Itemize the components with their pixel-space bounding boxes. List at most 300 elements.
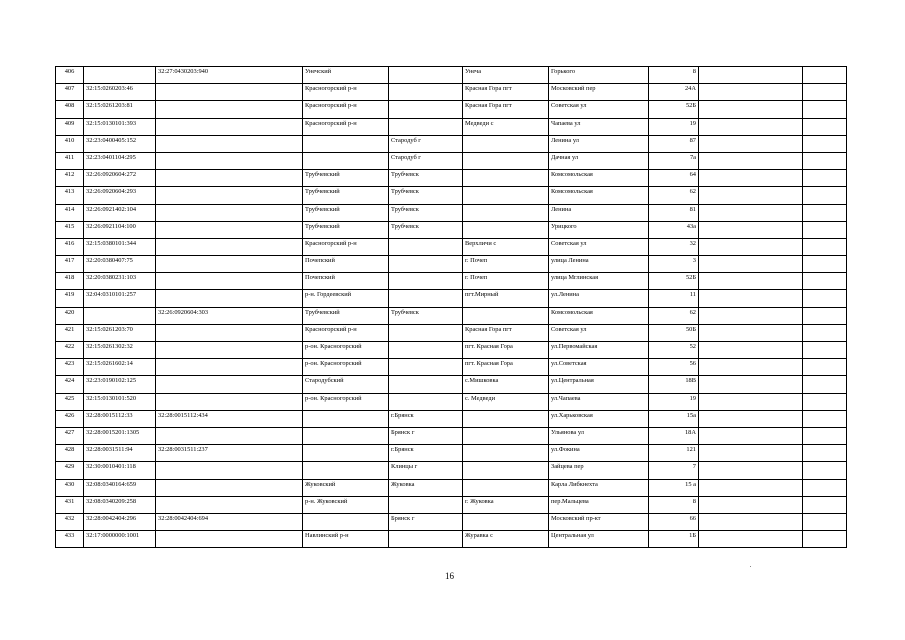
row-number-cell: 430 (56, 479, 84, 496)
city-cell: Трубчевск (389, 221, 463, 238)
extra-cell-10 (803, 462, 847, 479)
street-cell: Комсомольская (549, 170, 649, 187)
district-cell: Красногорский р-н (303, 84, 389, 101)
table-row (56, 152, 847, 169)
extra-cell-10 (803, 221, 847, 238)
table-row (56, 118, 847, 135)
street-cell: Московский пр-кт (549, 513, 649, 530)
city-cell (389, 101, 463, 118)
city-cell: Брянск г (389, 513, 463, 530)
extra-cell-9 (699, 152, 803, 169)
row-number-cell: 425 (56, 393, 84, 410)
locality-cell: пгт. Красная Гора (463, 359, 549, 376)
row-number-cell: 415 (56, 221, 84, 238)
building-cadastral-number-cell (156, 496, 303, 513)
street-cell: ул.Фокина (549, 445, 649, 462)
district-cell (303, 135, 389, 152)
extra-cell-9 (699, 531, 803, 548)
district-cell: р-н. Гордеевский (303, 290, 389, 307)
street-cell: пер.Мальцева (549, 496, 649, 513)
extra-cell-9 (699, 376, 803, 393)
extra-cell-10 (803, 359, 847, 376)
table-row (56, 238, 847, 255)
district-cell: Почепский (303, 256, 389, 273)
house-number-cell: 18В (649, 376, 699, 393)
city-cell: Клинцы г (389, 462, 463, 479)
extra-cell-9 (699, 187, 803, 204)
row-number-cell: 431 (56, 496, 84, 513)
district-cell: Красногорский р-н (303, 118, 389, 135)
building-cadastral-number-cell: 32:28:0031511:237 (156, 445, 303, 462)
locality-cell (463, 204, 549, 221)
city-cell: Жуковка (389, 479, 463, 496)
city-cell (389, 256, 463, 273)
street-cell: Зайцева пер (549, 462, 649, 479)
city-cell (389, 290, 463, 307)
extra-cell-9 (699, 204, 803, 221)
building-cadastral-number-cell (156, 238, 303, 255)
extra-cell-9 (699, 427, 803, 444)
city-cell (389, 531, 463, 548)
house-number-cell: 56 (649, 359, 699, 376)
locality-cell (463, 462, 549, 479)
district-cell (303, 513, 389, 530)
district-cell: Трубчевский (303, 187, 389, 204)
house-number-cell: 19 (649, 118, 699, 135)
extra-cell-9 (699, 462, 803, 479)
table-row (56, 393, 847, 410)
city-cell: Стародуб г (389, 152, 463, 169)
footer-mark (750, 566, 751, 567)
locality-cell: с. Медведи (463, 393, 549, 410)
extra-cell-9 (699, 221, 803, 238)
cadastral-number-cell: 32:28:0015201:1305 (84, 427, 156, 444)
cadastral-number-cell: 32:15:0261602:14 (84, 359, 156, 376)
locality-cell (463, 221, 549, 238)
row-number-cell: 424 (56, 376, 84, 393)
building-cadastral-number-cell (156, 290, 303, 307)
city-cell (389, 342, 463, 359)
city-cell (389, 496, 463, 513)
extra-cell-9 (699, 84, 803, 101)
locality-cell (463, 513, 549, 530)
building-cadastral-number-cell (156, 479, 303, 496)
locality-cell: г. Почеп (463, 273, 549, 290)
district-cell: р-он. Красногорский (303, 359, 389, 376)
table-row (56, 204, 847, 221)
cadastral-number-cell: 32:28:0042404:296 (84, 513, 156, 530)
house-number-cell: 43а (649, 221, 699, 238)
locality-cell (463, 187, 549, 204)
city-cell: Трубчевск (389, 187, 463, 204)
row-number-cell: 421 (56, 324, 84, 341)
building-cadastral-number-cell (156, 118, 303, 135)
city-cell (389, 238, 463, 255)
building-cadastral-number-cell (156, 376, 303, 393)
district-cell: Трубчевский (303, 204, 389, 221)
extra-cell-10 (803, 479, 847, 496)
district-cell: Трубчевский (303, 221, 389, 238)
city-cell: Трубчевск (389, 307, 463, 324)
row-number-cell: 416 (56, 238, 84, 255)
building-cadastral-number-cell (156, 462, 303, 479)
building-cadastral-number-cell: 32:27:0430203:940 (156, 67, 303, 84)
city-cell (389, 393, 463, 410)
building-cadastral-number-cell (156, 221, 303, 238)
cadastral-number-cell: 32:23:0190102:125 (84, 376, 156, 393)
cadastral-number-cell: 32:04:0310101:257 (84, 290, 156, 307)
cadastral-number-cell: 32:28:0015112:33 (84, 410, 156, 427)
extra-cell-10 (803, 273, 847, 290)
building-cadastral-number-cell (156, 273, 303, 290)
extra-cell-10 (803, 84, 847, 101)
locality-cell: г. Жуковка (463, 496, 549, 513)
row-number-cell: 413 (56, 187, 84, 204)
extra-cell-9 (699, 256, 803, 273)
locality-cell (463, 410, 549, 427)
extra-cell-9 (699, 101, 803, 118)
page-number: 16 (445, 571, 454, 581)
street-cell: улица Мглинская (549, 273, 649, 290)
cadastral-number-cell: 32:20:0380407:75 (84, 256, 156, 273)
row-number-cell: 409 (56, 118, 84, 135)
cadastral-number-cell: 32:15:0260203:46 (84, 84, 156, 101)
building-cadastral-number-cell (156, 187, 303, 204)
row-number-cell: 412 (56, 170, 84, 187)
table-row (56, 273, 847, 290)
house-number-cell: 52Б (649, 273, 699, 290)
building-cadastral-number-cell (156, 531, 303, 548)
city-cell: Стародуб г (389, 135, 463, 152)
house-number-cell: 3 (649, 256, 699, 273)
cadastral-number-cell (84, 307, 156, 324)
table-row (56, 187, 847, 204)
locality-cell: Журавка с (463, 531, 549, 548)
city-cell (389, 118, 463, 135)
table-row (56, 307, 847, 324)
row-number-cell: 419 (56, 290, 84, 307)
extra-cell-10 (803, 204, 847, 221)
house-number-cell: 15а (649, 410, 699, 427)
cadastral-number-cell: 32:15:0130101:393 (84, 118, 156, 135)
street-cell: Чапаева ул (549, 118, 649, 135)
district-cell: Трубчевский (303, 307, 389, 324)
cadastral-number-cell: 32:08:0340164:659 (84, 479, 156, 496)
property-registry-table (55, 66, 847, 548)
city-cell: Трубчевск (389, 170, 463, 187)
district-cell: Унечский (303, 67, 389, 84)
extra-cell-10 (803, 531, 847, 548)
cadastral-number-cell: 32:15:0261203:81 (84, 101, 156, 118)
row-number-cell: 406 (56, 67, 84, 84)
cadastral-number-cell: 32:30:0010401:118 (84, 462, 156, 479)
house-number-cell: 66 (649, 513, 699, 530)
building-cadastral-number-cell (156, 204, 303, 221)
locality-cell: Красная Гора пгт (463, 84, 549, 101)
building-cadastral-number-cell: 32:26:0920604:303 (156, 307, 303, 324)
extra-cell-10 (803, 170, 847, 187)
table-row (56, 221, 847, 238)
street-cell: Центральная ул (549, 531, 649, 548)
table-row (56, 256, 847, 273)
cadastral-number-cell: 32:15:0261302:32 (84, 342, 156, 359)
cadastral-number-cell: 32:08:0340209:258 (84, 496, 156, 513)
house-number-cell: 1Б (649, 531, 699, 548)
district-cell: р-он. Красногорский (303, 342, 389, 359)
street-cell: Советская ул (549, 324, 649, 341)
cadastral-number-cell: 32:23:0400405:152 (84, 135, 156, 152)
district-cell: Почепский (303, 273, 389, 290)
building-cadastral-number-cell (156, 256, 303, 273)
house-number-cell: 11 (649, 290, 699, 307)
cadastral-number-cell: 32:28:0031511:94 (84, 445, 156, 462)
street-cell: Ленина (549, 204, 649, 221)
locality-cell: Красная Гора пгт (463, 101, 549, 118)
extra-cell-9 (699, 496, 803, 513)
building-cadastral-number-cell (156, 152, 303, 169)
house-number-cell: 19 (649, 393, 699, 410)
row-number-cell: 423 (56, 359, 84, 376)
cadastral-number-cell: 32:23:0401104:295 (84, 152, 156, 169)
district-cell: р-н. Жуковский (303, 496, 389, 513)
locality-cell: Унеча (463, 67, 549, 84)
city-cell (389, 84, 463, 101)
house-number-cell: 87 (649, 135, 699, 152)
street-cell: Ленина ул (549, 135, 649, 152)
extra-cell-9 (699, 445, 803, 462)
building-cadastral-number-cell (156, 393, 303, 410)
house-number-cell: 62 (649, 187, 699, 204)
extra-cell-9 (699, 342, 803, 359)
row-number-cell: 418 (56, 273, 84, 290)
district-cell: Трубчевский (303, 170, 389, 187)
table-row (56, 359, 847, 376)
street-cell: ул.Чапаева (549, 393, 649, 410)
extra-cell-10 (803, 187, 847, 204)
extra-cell-9 (699, 393, 803, 410)
city-cell (389, 273, 463, 290)
table-row (56, 342, 847, 359)
extra-cell-9 (699, 359, 803, 376)
extra-cell-10 (803, 256, 847, 273)
extra-cell-10 (803, 513, 847, 530)
extra-cell-10 (803, 324, 847, 341)
district-cell (303, 445, 389, 462)
building-cadastral-number-cell (156, 359, 303, 376)
table-row (56, 513, 847, 530)
extra-cell-10 (803, 393, 847, 410)
row-number-cell: 417 (56, 256, 84, 273)
table-row (56, 445, 847, 462)
extra-cell-10 (803, 307, 847, 324)
extra-cell-9 (699, 135, 803, 152)
extra-cell-10 (803, 427, 847, 444)
city-cell: г.Брянск (389, 445, 463, 462)
building-cadastral-number-cell (156, 342, 303, 359)
row-number-cell: 411 (56, 152, 84, 169)
locality-cell (463, 479, 549, 496)
extra-cell-10 (803, 135, 847, 152)
house-number-cell: 18А (649, 427, 699, 444)
cadastral-number-cell: 32:15:0130101:520 (84, 393, 156, 410)
city-cell (389, 376, 463, 393)
district-cell (303, 462, 389, 479)
extra-cell-10 (803, 290, 847, 307)
cadastral-number-cell: 32:17:0000000:1001 (84, 531, 156, 548)
street-cell: Советская ул (549, 238, 649, 255)
extra-cell-9 (699, 513, 803, 530)
extra-cell-10 (803, 496, 847, 513)
extra-cell-9 (699, 273, 803, 290)
street-cell: Карла Либкнехта (549, 479, 649, 496)
street-cell: улица Ленина (549, 256, 649, 273)
house-number-cell: 64 (649, 170, 699, 187)
district-cell (303, 152, 389, 169)
table-row (56, 67, 847, 84)
row-number-cell: 420 (56, 307, 84, 324)
table-row (56, 479, 847, 496)
locality-cell: Верхличи с (463, 238, 549, 255)
building-cadastral-number-cell: 32:28:0015112:434 (156, 410, 303, 427)
locality-cell (463, 135, 549, 152)
row-number-cell: 407 (56, 84, 84, 101)
building-cadastral-number-cell (156, 170, 303, 187)
house-number-cell: 62 (649, 307, 699, 324)
table-row (56, 101, 847, 118)
district-cell (303, 410, 389, 427)
street-cell: Горького (549, 67, 649, 84)
table-row (56, 410, 847, 427)
extra-cell-9 (699, 479, 803, 496)
city-cell: Брянск г (389, 427, 463, 444)
extra-cell-10 (803, 410, 847, 427)
table-row (56, 531, 847, 548)
extra-cell-10 (803, 445, 847, 462)
district-cell: Красногорский р-н (303, 324, 389, 341)
house-number-cell: 15 а (649, 479, 699, 496)
street-cell: Дачная ул (549, 152, 649, 169)
house-number-cell: 52Б (649, 101, 699, 118)
table-row (56, 462, 847, 479)
row-number-cell: 426 (56, 410, 84, 427)
district-cell (303, 427, 389, 444)
extra-cell-9 (699, 67, 803, 84)
building-cadastral-number-cell (156, 135, 303, 152)
house-number-cell: 8 (649, 496, 699, 513)
table-row (56, 84, 847, 101)
street-cell: ул.Центральная (549, 376, 649, 393)
extra-cell-10 (803, 376, 847, 393)
cadastral-number-cell: 32:20:0380231:103 (84, 273, 156, 290)
locality-cell: Медведи с (463, 118, 549, 135)
locality-cell: пгт.Мирный (463, 290, 549, 307)
cadastral-number-cell: 32:26:0920604:272 (84, 170, 156, 187)
extra-cell-10 (803, 101, 847, 118)
building-cadastral-number-cell (156, 84, 303, 101)
row-number-cell: 428 (56, 445, 84, 462)
extra-cell-9 (699, 238, 803, 255)
street-cell: Московский пер (549, 84, 649, 101)
row-number-cell: 427 (56, 427, 84, 444)
district-cell: Стародубский (303, 376, 389, 393)
street-cell: Комсомольская (549, 187, 649, 204)
cadastral-number-cell: 32:26:0921402:104 (84, 204, 156, 221)
locality-cell (463, 170, 549, 187)
table-row (56, 376, 847, 393)
extra-cell-10 (803, 118, 847, 135)
extra-cell-10 (803, 238, 847, 255)
street-cell: ул.Советская (549, 359, 649, 376)
district-cell: Жуковский (303, 479, 389, 496)
row-number-cell: 410 (56, 135, 84, 152)
house-number-cell: 32 (649, 238, 699, 255)
street-cell: Советская ул (549, 101, 649, 118)
cadastral-number-cell: 32:15:0380101:344 (84, 238, 156, 255)
building-cadastral-number-cell (156, 101, 303, 118)
table-row (56, 135, 847, 152)
extra-cell-9 (699, 324, 803, 341)
house-number-cell: 24А (649, 84, 699, 101)
city-cell: Трубчевск (389, 204, 463, 221)
city-cell (389, 324, 463, 341)
extra-cell-9 (699, 290, 803, 307)
building-cadastral-number-cell: 32:28:0042404:694 (156, 513, 303, 530)
locality-cell (463, 307, 549, 324)
district-cell: Красногорский р-н (303, 101, 389, 118)
street-cell: ул.Первомайская (549, 342, 649, 359)
row-number-cell: 433 (56, 531, 84, 548)
table-row (56, 170, 847, 187)
extra-cell-9 (699, 307, 803, 324)
city-cell (389, 67, 463, 84)
locality-cell (463, 427, 549, 444)
locality-cell: пгт. Красная Гора (463, 342, 549, 359)
street-cell: Ульянова ул (549, 427, 649, 444)
house-number-cell: 7 (649, 462, 699, 479)
extra-cell-10 (803, 67, 847, 84)
building-cadastral-number-cell (156, 427, 303, 444)
locality-cell (463, 152, 549, 169)
row-number-cell: 414 (56, 204, 84, 221)
row-number-cell: 422 (56, 342, 84, 359)
table-row (56, 427, 847, 444)
row-number-cell: 408 (56, 101, 84, 118)
extra-cell-9 (699, 170, 803, 187)
table-row (56, 290, 847, 307)
extra-cell-9 (699, 118, 803, 135)
street-cell: Комсомольская (549, 307, 649, 324)
house-number-cell: 81 (649, 204, 699, 221)
locality-cell: Красная Гора пгт (463, 324, 549, 341)
cadastral-number-cell: 32:26:0921104:100 (84, 221, 156, 238)
house-number-cell: 7а (649, 152, 699, 169)
table-row (56, 324, 847, 341)
district-cell: Навлинский р-н (303, 531, 389, 548)
cadastral-number-cell (84, 67, 156, 84)
table-row (56, 496, 847, 513)
city-cell: г.Брянск (389, 410, 463, 427)
extra-cell-9 (699, 410, 803, 427)
house-number-cell: 8 (649, 67, 699, 84)
street-cell: ул.Ленина (549, 290, 649, 307)
building-cadastral-number-cell (156, 324, 303, 341)
city-cell (389, 359, 463, 376)
extra-cell-10 (803, 342, 847, 359)
street-cell: Урицкого (549, 221, 649, 238)
row-number-cell: 429 (56, 462, 84, 479)
extra-cell-10 (803, 152, 847, 169)
locality-cell: с.Мишковка (463, 376, 549, 393)
